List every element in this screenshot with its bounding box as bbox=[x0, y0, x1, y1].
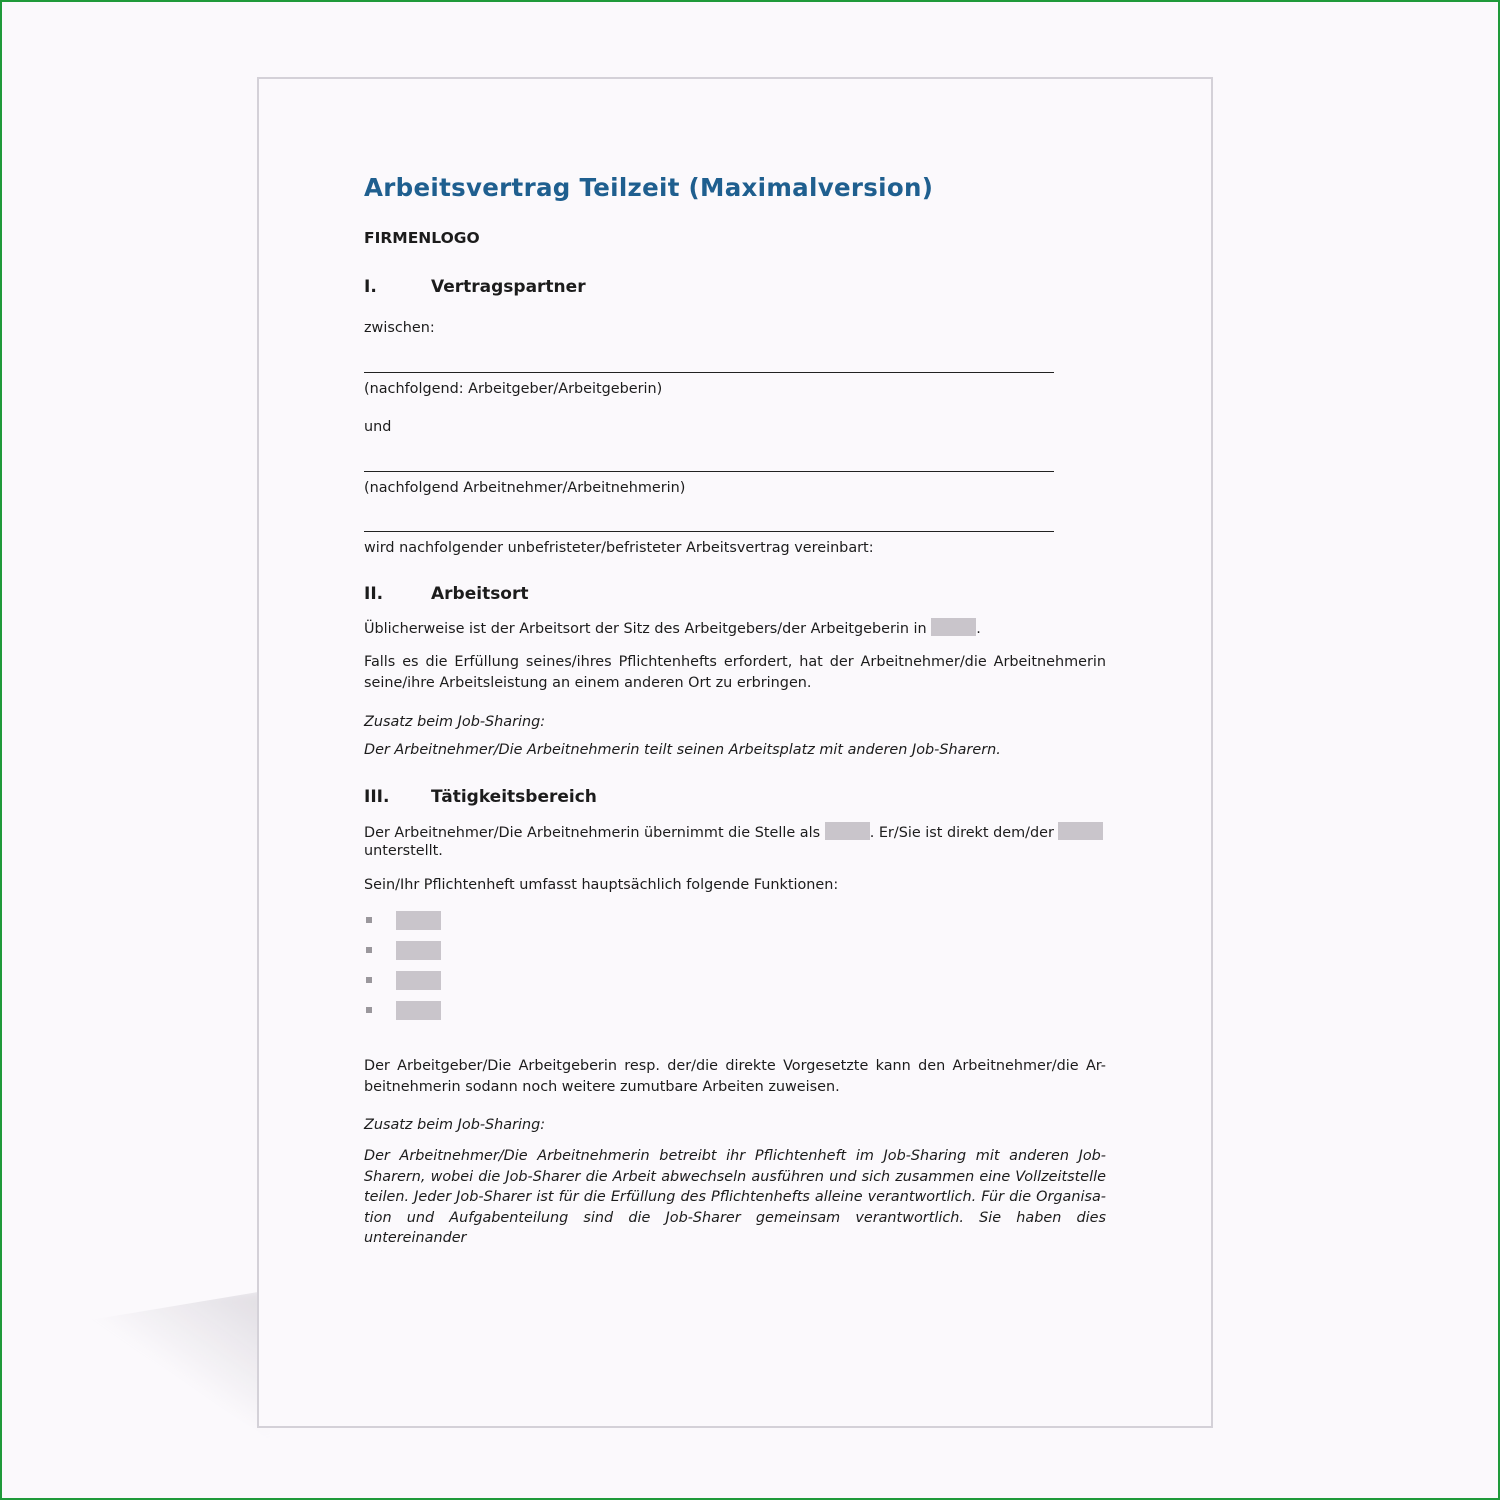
section-3-number: III. bbox=[364, 787, 390, 807]
and-label: und bbox=[364, 419, 392, 435]
agreement-text: wird nachfolgender unbefristeter/befristeter Arbeitsvertrag vereinbart: bbox=[364, 540, 874, 556]
section-2-title: Arbeitsort bbox=[431, 584, 529, 604]
employer-signature-line[interactable] bbox=[364, 372, 1054, 373]
position-title-field[interactable] bbox=[825, 822, 870, 840]
employee-signature-line[interactable] bbox=[364, 471, 1054, 472]
between-label: zwischen: bbox=[364, 320, 435, 336]
relocation-line-1: Falls es die Erfüllung seines/ihres Pflichtenhefts erfordert, hat der Arbeitnehmer/die Arbeitnehmerin bbox=[364, 654, 1106, 670]
section-2-heading bbox=[364, 584, 529, 604]
section-1-heading bbox=[364, 277, 586, 297]
position-text-b: . Er/Sie ist direkt dem/der bbox=[869, 825, 1054, 841]
bullet-icon bbox=[366, 947, 372, 953]
job-sharing-line-4: tion und Aufgabenteilung sind die Job-Sharer gemeinsam verantwortlich. Sie haben dies untereinander bbox=[364, 1209, 1106, 1246]
job-sharing-line-2: Sharern, wobei die Job-Sharer die Arbeit abwechseln ausführen und sich zusammen eine Vollzeitstelle bbox=[364, 1168, 1106, 1185]
employer-note: (nachfolgend: Arbeitgeber/Arbeitgeberin) bbox=[364, 381, 663, 397]
additional-duties-line-2: beitnehmerin sodann noch weitere zumutbare Arbeiten zuweisen. bbox=[364, 1079, 840, 1095]
bullet-icon bbox=[366, 1007, 372, 1013]
document-title: Arbeitsvertrag Teilzeit (Maximalversion) bbox=[364, 173, 934, 202]
job-sharing-line-1: Der Arbeitnehmer/Die Arbeitnehmerin betreibt ihr Pflichtenheft im Job-Sharing mit anderen Job- bbox=[364, 1148, 1106, 1164]
job-sharing-text-1: Der Arbeitnehmer/Die Arbeitnehmerin teilt seinen Arbeitsplatz mit anderen Job-Sharern. bbox=[364, 742, 1001, 758]
logo-placeholder: FIRMENLOGO bbox=[364, 229, 480, 247]
workplace-location-field[interactable] bbox=[931, 618, 976, 636]
position-text-a: Der Arbeitnehmer/Die Arbeitnehmerin übernimmt die Stelle als bbox=[364, 825, 821, 841]
workplace-text: Üblicherweise ist der Arbeitsort der Sitz des Arbeitgebers/der Arbeitgeberin in bbox=[364, 621, 927, 637]
duty-field-3[interactable] bbox=[396, 971, 441, 990]
bullet-icon bbox=[366, 917, 372, 923]
section-1-title: Vertragspartner bbox=[431, 277, 586, 297]
page-drop-shadow bbox=[90, 1290, 270, 1440]
bullet-icon bbox=[366, 977, 372, 983]
contract-type-line[interactable] bbox=[364, 531, 1054, 532]
supervisor-field[interactable] bbox=[1058, 822, 1103, 840]
section-3-title: Tätigkeitsbereich bbox=[431, 787, 597, 807]
job-sharing-label-2: Zusatz beim Job-Sharing: bbox=[364, 1117, 546, 1133]
additional-duties-paragraph bbox=[364, 1056, 1106, 1098]
section-1-number: I. bbox=[364, 277, 377, 297]
position-text-c: unterstellt. bbox=[364, 843, 443, 859]
workplace-paragraph bbox=[364, 618, 981, 637]
duty-field-4[interactable] bbox=[396, 1001, 441, 1020]
relocation-paragraph bbox=[364, 652, 1106, 694]
position-paragraph bbox=[364, 822, 1106, 841]
additional-duties-line-1: Der Arbeitgeber/Die Arbeitgeberin resp. der/die direkte Vorgesetzte kann den Arbeitnehmer/die Ar- bbox=[364, 1058, 1106, 1074]
section-2-number: II. bbox=[364, 584, 384, 604]
duties-intro: Sein/Ihr Pflichtenheft umfasst hauptsächlich folgende Funktionen: bbox=[364, 877, 839, 893]
employee-note: (nachfolgend Arbeitnehmer/Arbeitnehmerin) bbox=[364, 480, 686, 496]
duty-field-2[interactable] bbox=[396, 941, 441, 960]
duty-field-1[interactable] bbox=[396, 911, 441, 930]
workplace-text-end: . bbox=[976, 621, 981, 637]
document-page bbox=[257, 77, 1213, 1428]
section-3-heading bbox=[364, 787, 597, 807]
relocation-line-2: seine/ihre Arbeitsleistung an einem anderen Ort zu erbringen. bbox=[364, 675, 812, 691]
job-sharing-label-1: Zusatz beim Job-Sharing: bbox=[364, 714, 546, 730]
job-sharing-line-3: teilen. Jeder Job-Sharer ist für die Erfüllung des Pflichtenhefts alleine verantwortlich. Für die Organisa- bbox=[364, 1189, 1106, 1205]
job-sharing-paragraph-2 bbox=[364, 1146, 1106, 1249]
